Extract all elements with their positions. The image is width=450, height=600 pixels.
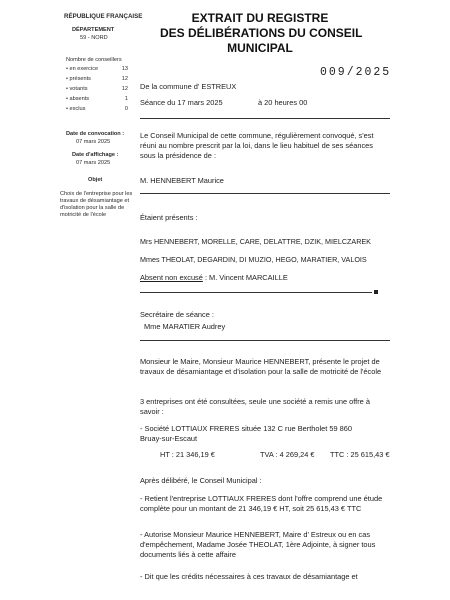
absent-line bbox=[140, 273, 288, 283]
section-divider-2 bbox=[140, 292, 372, 293]
commune-line: De la commune d' ESTREUX bbox=[140, 82, 237, 91]
document-title bbox=[160, 11, 363, 56]
decision-item-2: - Autorise Monsieur Maurice HENNEBERT, Maire d' Estreux ou en cas d'empêchement, Madame Josée THEOLAT, 1ère Adjointe, à signer tous documents liés à cette affaire bbox=[140, 530, 376, 559]
counts-title: Nombre de conseillers bbox=[66, 57, 122, 63]
count-row-presents: • présents 12 bbox=[66, 75, 128, 82]
presents-men: Mrs HENNEBERT, MORELLE, CARE, DELATTRE, DZIK, MIELCZAREK bbox=[140, 237, 371, 246]
convocation-date: 07 mars 2025 bbox=[76, 139, 111, 145]
affichage-label: Date d'affichage : bbox=[72, 152, 119, 158]
amount-ht: HT : 21 346,19 € bbox=[160, 450, 215, 459]
convocation-label: Date de convocation : bbox=[66, 131, 125, 137]
president-name: M. HENNEBERT Maurice bbox=[140, 176, 224, 185]
decision-item-1: - Retient l'entreprise LOTTIAUX FRERES dont l'offre comprend une étude complète pour un montant de 21 346,19 € HT, soit 25 615,43 € TTC bbox=[140, 494, 383, 513]
registration-number: 009/2025 bbox=[320, 66, 392, 79]
intro-paragraph: Le Conseil Municipal de cette commune, régulièrement convoqué, s'est réuni au nombre prescrit par la loi, dans le lieu habituel de ses séances sous la présidence de : bbox=[140, 131, 374, 160]
departement-label: DÉPARTEMENT bbox=[72, 27, 115, 33]
affichage-date: 07 mars 2025 bbox=[76, 160, 111, 166]
title-line-1: EXTRAIT DU REGISTRE bbox=[191, 11, 329, 25]
decision-item-3: - Dit que les crédits nécessaires à ces travaux de désamiantage et bbox=[140, 572, 358, 581]
entreprises-paragraph: 3 entreprises ont été consultées, seule une société a remis une offre à savoir : bbox=[140, 397, 370, 416]
presents-women: Mmes THEOLAT, DEGARDIN, DI MUZIO, HEGO, MARATIER, VALOIS bbox=[140, 255, 367, 264]
section-divider-3 bbox=[140, 340, 390, 341]
absent-value: : M. Vincent MARCAILLE bbox=[204, 273, 288, 282]
heure-line: à 20 heures 00 bbox=[258, 98, 308, 107]
header-divider bbox=[140, 118, 390, 119]
amount-tva: TVA : 4 269,24 € bbox=[260, 450, 315, 459]
counts-list bbox=[66, 66, 128, 113]
presents-label: Étaient présents : bbox=[140, 213, 198, 222]
objet-label: Objet bbox=[88, 177, 103, 183]
societe-line: - Société LOTTIAUX FRERES située 132 C rue Bertholet 59 860 Bruay-sur-Escaut bbox=[140, 424, 352, 443]
count-row-absents: • absents 1 bbox=[66, 95, 128, 102]
republic-label: RÉPUBLIQUE FRANÇAISE bbox=[64, 13, 143, 20]
objet-text: Choix de l'entreprise pour les travaux de désamiantage et d'isolation pour la salle de motricité de l'école bbox=[60, 191, 133, 218]
title-line-3: MUNICIPAL bbox=[227, 41, 293, 55]
section-divider-1 bbox=[140, 193, 390, 194]
title-line-2: DES DÉLIBÉRATIONS DU CONSEIL bbox=[160, 26, 363, 40]
secretaire-label: Secrétaire de séance : bbox=[140, 310, 214, 319]
count-row-exclus: • exclus 0 bbox=[66, 105, 128, 112]
count-row-votants: • votants 12 bbox=[66, 85, 128, 92]
apres-deliberation: Après délibéré, le Conseil Municipal : bbox=[140, 476, 262, 485]
seance-line: Séance du 17 mars 2025 bbox=[140, 98, 223, 107]
amount-ttc: TTC : 25 615,43 € bbox=[330, 450, 390, 459]
secretaire-name: Mme MARATIER Audrey bbox=[144, 322, 226, 331]
maire-paragraph: Monsieur le Maire, Monsieur Maurice HENNEBERT, présente le projet de travaux de désamiantage et d'isolation pour la salle de motricité de l'école bbox=[140, 357, 382, 376]
departement-value: 59 - NORD bbox=[80, 35, 108, 41]
scan-mark bbox=[374, 290, 378, 294]
count-row-exercice: • en exercice 13 bbox=[66, 66, 128, 72]
absent-label: Absent non excusé bbox=[140, 273, 203, 282]
